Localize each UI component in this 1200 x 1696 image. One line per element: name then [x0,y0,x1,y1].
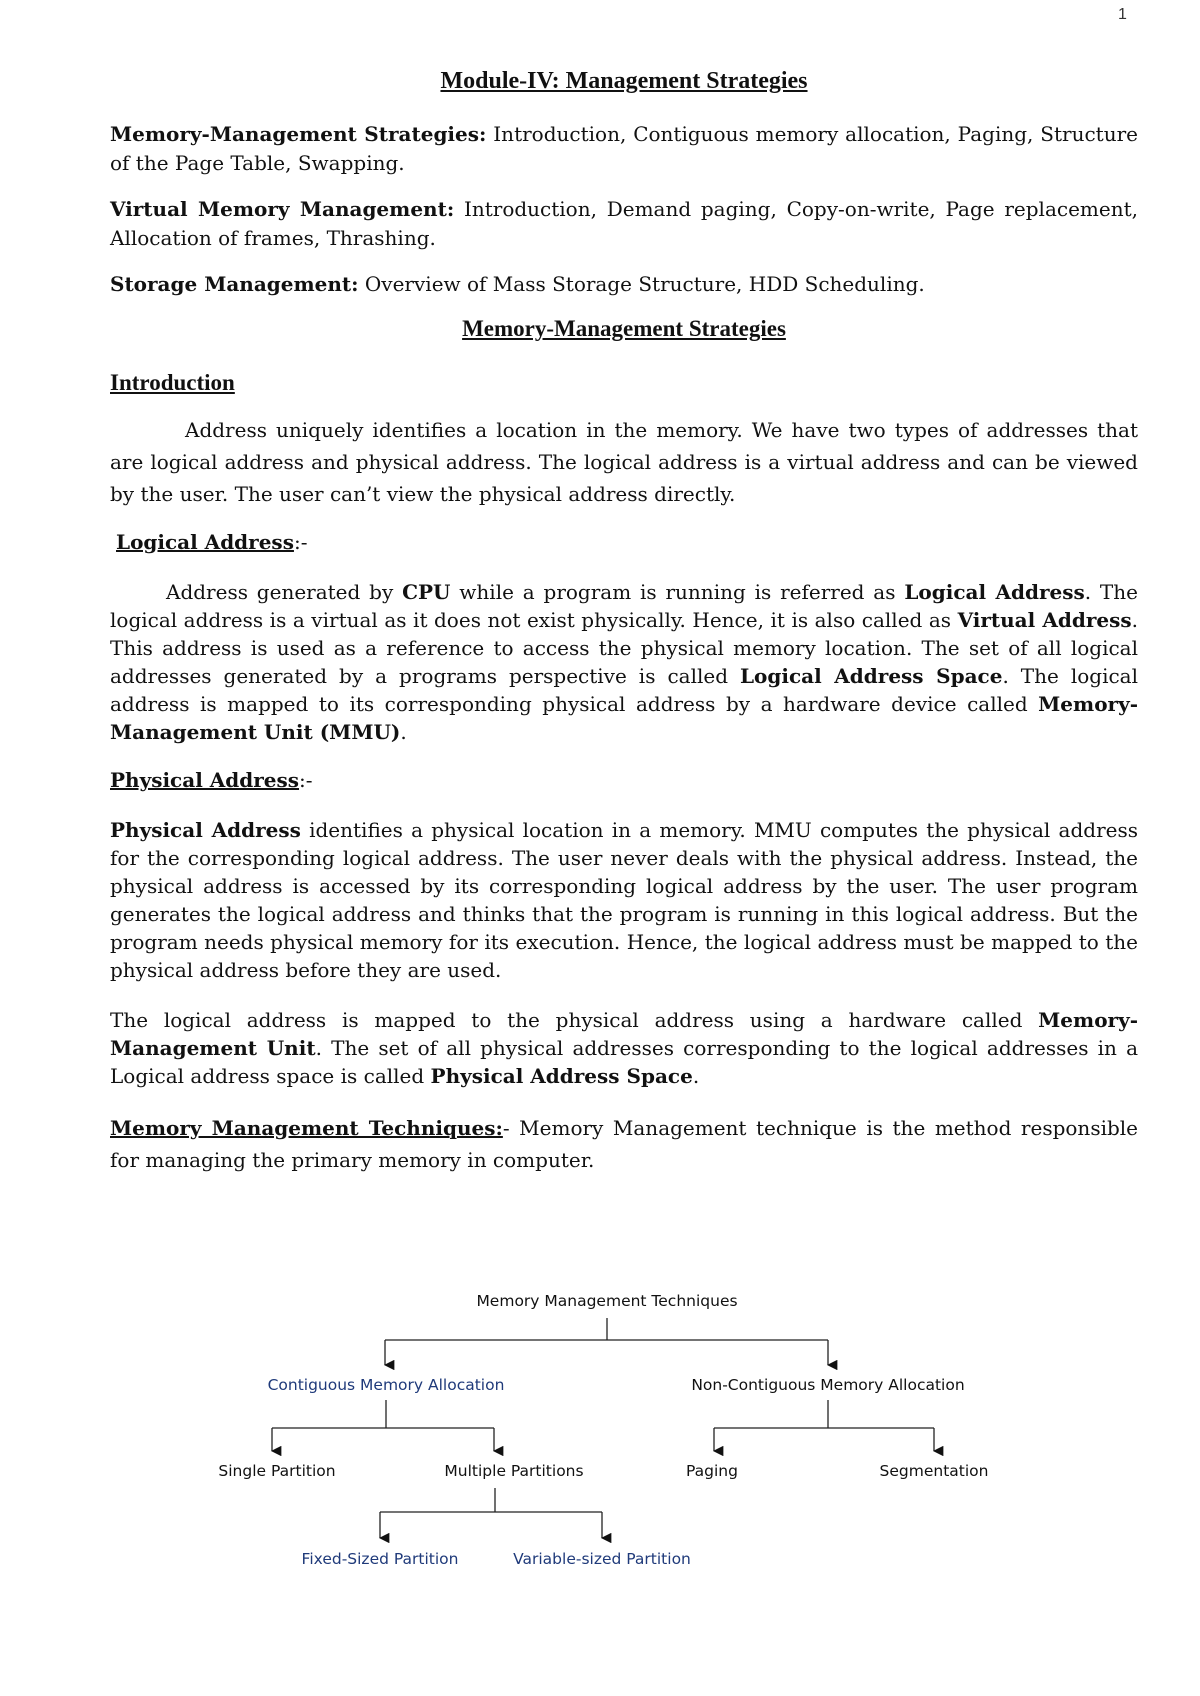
segmentation-label: Segmentation [879,1462,989,1480]
text-run: . [400,720,407,744]
text-run: identifies a physical location in a memory. MMU computes the physical address for the corresponding logical address. The user never deals with the physical address. Instead, the physical address is accessed by its corresponding logical address by the user. The user program generates the logical address and thinks that the program is running in this logical address. But the program needs physical memory for its execution. Hence, the logical address must be mapped to the physical address before they are used. [110,818,1138,982]
text-run: . The logical address is a virtual as it does not exist physically. Hence, it is also called as [110,580,1138,632]
text-run: . The set of all physical addresses corresponding to the logical addresses in a Logical address space is called [110,1036,1139,1088]
text-run: . [692,1064,700,1088]
intro-heading: Introduction [110,370,235,395]
text-run: - Memory Management technique is the method responsible for managing the primary memory in computer. [110,1116,1139,1172]
diagram-root-label: Memory Management Techniques [476,1292,738,1310]
bold-term: Logical Address [904,580,1085,604]
physical-heading-suffix: :- [299,768,313,792]
text-run: Address generated by [166,580,403,604]
syllabus-text: Introduction, Contiguous memory allocation, Paging, Structure of the Page Table, Swapping. [110,122,1138,175]
logical-heading-text: Logical Address [116,530,294,554]
syllabus-label: Memory-Management Strategies: [110,122,487,146]
variable-partition-label: Variable-sized Partition [513,1550,691,1568]
paging-label: Paging [686,1462,738,1480]
physical-heading-text: Physical Address [110,768,300,792]
page-title: Module-IV: Management Strategies [440,68,808,94]
text-run: . The logical address is mapped to its corresponding physical address by a hardware device called [110,664,1138,716]
bold-term: Virtual Address [957,608,1132,632]
syllabus-label: Virtual Memory Management: [110,197,455,221]
contiguous-label: Contiguous Memory Allocation [267,1376,505,1394]
non-contiguous-label: Non-Contiguous Memory Allocation [691,1376,965,1394]
text-run: . This address is used as a reference to access the physical memory location. The set of all logical addresses generated by a programs perspective is called [110,608,1138,688]
bold-term: Physical Address [110,818,301,842]
logical-heading-suffix: :- [293,530,308,554]
single-partition-label: Single Partition [218,1462,336,1480]
bold-term: Physical Address Space [430,1064,693,1088]
techniques-heading: Memory Management Techniques: [110,1116,503,1140]
text-run: while a program is running is referred as [450,580,905,604]
diagram-connectors [272,1318,934,1538]
page-number: 1 [1118,6,1127,23]
syllabus-text: Overview of Mass Storage Structure, HDD Scheduling. [358,272,925,296]
bold-term: Memory-Management Unit [110,1008,1138,1060]
syllabus-label: Storage Management: [110,272,359,296]
bold-term: Memory-Management Unit (MMU) [110,692,1138,744]
multiple-partitions-label: Multiple Partitions [444,1462,584,1480]
text-run: The logical address is mapped to the physical address using a hardware called [110,1008,1039,1032]
bold-term: CPU [402,580,451,604]
intro-paragraph: Address uniquely identifies a location in the memory. We have two types of addresses that are logical address and physical address. The logical address is a virtual address and can be viewed by the user. The user can’t view the physical address directly. [110,418,1138,506]
fixed-partition-label: Fixed-Sized Partition [301,1550,459,1568]
bold-term: Logical Address Space [739,664,1003,688]
syllabus-text: Introduction, Demand paging, Copy-on-write, Page replacement, Allocation of frames, Thrashing. [110,197,1138,250]
section-heading: Memory-Management Strategies [462,316,786,341]
